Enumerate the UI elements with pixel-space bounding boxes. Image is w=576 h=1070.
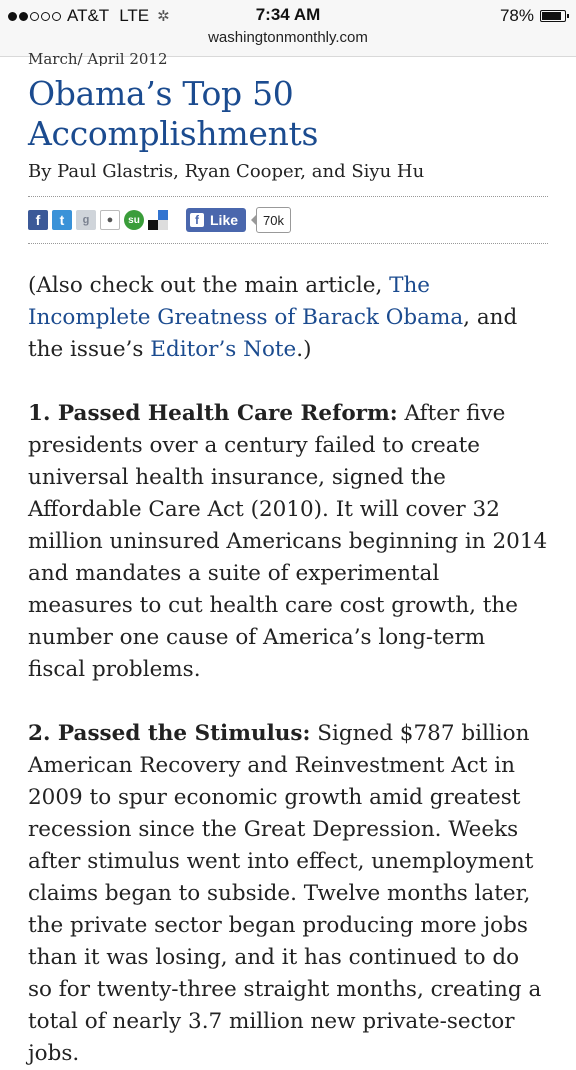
note-text: (Also check out the main article, xyxy=(28,273,390,298)
byline: By Paul Glastris, Ryan Cooper, and Siyu Hu xyxy=(28,161,425,182)
delicious-icon[interactable] xyxy=(148,210,168,230)
note-text: .) xyxy=(296,337,312,362)
battery-percent: 78% xyxy=(499,6,534,25)
editors-note-link[interactable]: Editor’s Note xyxy=(150,337,297,362)
browser-chrome xyxy=(0,0,576,57)
share-bar xyxy=(28,196,548,244)
like-count: 70k xyxy=(256,207,291,233)
facebook-like-button[interactable] xyxy=(186,208,246,232)
facebook-logo-icon: f xyxy=(190,213,204,227)
network-type: LTE xyxy=(119,6,150,25)
carrier-name: AT&T xyxy=(67,6,110,25)
article-title: Obama’s Top 50 Accomplishments xyxy=(28,74,319,153)
related-note xyxy=(28,270,548,366)
main-article-link[interactable]: The Incomplete Greatness of Barack Obama xyxy=(28,273,464,330)
status-time: 7:34 AM xyxy=(255,5,321,24)
status-right xyxy=(500,6,566,26)
issue-date: March/ April 2012 xyxy=(28,50,168,66)
item-heading: 1. Passed Health Care Reform: xyxy=(28,401,398,426)
twitter-icon[interactable]: t xyxy=(52,210,72,230)
item-body: After five presidents over a century failed to create universal health insurance, signed the Affordable Care Act (2010). It will cover 32 million uninsured Americans beginning in 2014 and mandates a suite of experimental measures to cut health care cost growth, the number one cause of America’s long-term fiscal problems. xyxy=(28,401,548,682)
item-body: Signed $787 billion American Recovery and Reinvestment Act in 2009 to spur economic growth amid greatest recession since the Great Depression. Weeks after stimulus went into effect, unemployment claims began to subside. Twelve months later, the private sector began producing more jobs than it was losing, and it has continued to do so for twenty-three straight months, creating a total of nearly 3.7 million new private-sector jobs. xyxy=(28,721,542,1066)
article xyxy=(28,50,548,1070)
item-heading: 2. Passed the Stimulus: xyxy=(28,721,311,746)
loading-spinner-icon: ✲ xyxy=(157,8,170,25)
note-text: , and the issue’s xyxy=(28,305,518,362)
url-bar[interactable]: washingtonmonthly.com xyxy=(208,29,368,46)
accomplishment-item xyxy=(28,718,548,1070)
reddit-icon[interactable]: ● xyxy=(100,210,120,230)
battery-icon xyxy=(540,10,566,22)
google-icon[interactable]: g xyxy=(76,210,96,230)
like-label: Like xyxy=(210,212,239,228)
facebook-icon[interactable]: f xyxy=(28,210,48,230)
accomplishment-item xyxy=(28,398,548,686)
stumbleupon-icon[interactable]: su xyxy=(124,210,144,230)
